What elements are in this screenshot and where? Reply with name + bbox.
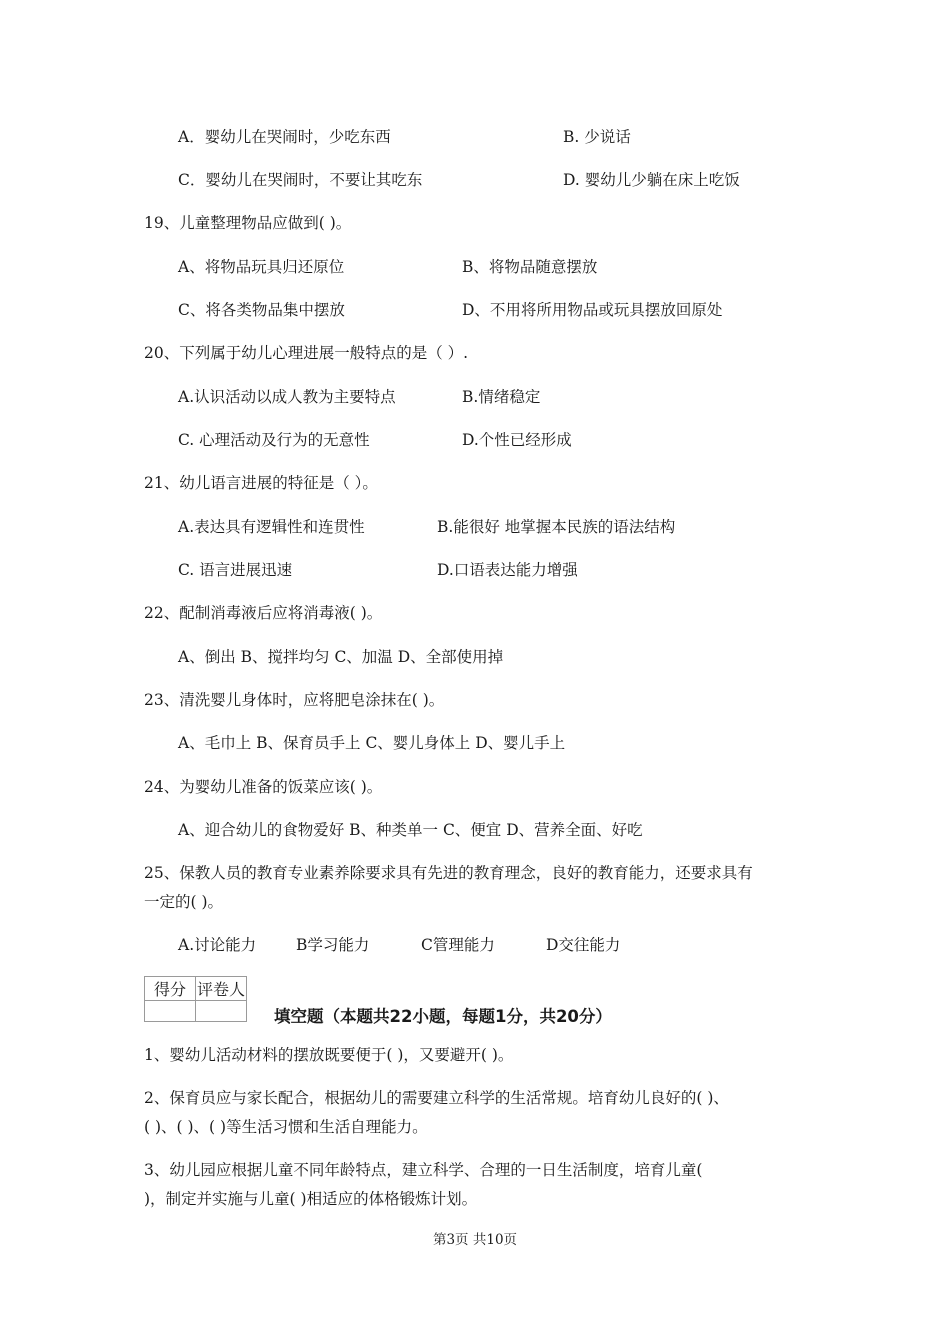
q19-option-b: B、将物品随意摆放 xyxy=(462,258,598,276)
score-cell xyxy=(145,1001,196,1022)
q19-option-d: D、不用将所用物品或玩具摆放回原处 xyxy=(462,301,723,319)
q18-option-a: A．婴幼儿在哭闹时，少吃东西 xyxy=(178,128,391,146)
q23-options: A、毛巾上 B、保育员手上 C、婴儿身体上 D、婴儿手上 xyxy=(178,734,566,752)
fill-q2-line2: ( )、( )、( )等生活习惯和生活自理能力。 xyxy=(144,1118,428,1136)
q20-option-b: B.情绪稳定 xyxy=(462,388,541,406)
q21-option-d: D.口语表达能力增强 xyxy=(437,561,578,579)
q25-text-line2: 一定的( )。 xyxy=(144,893,224,911)
section-title: 填空题（本题共22小题，每题1分，共20分） xyxy=(274,1007,612,1026)
q21-option-b: B.能很好 地掌握本民族的语法结构 xyxy=(437,518,676,536)
q20-option-a: A.认识活动以成人教为主要特点 xyxy=(178,388,396,406)
q21-option-c: C. 语言进展迅速 xyxy=(178,561,293,579)
q25-option-a: A.讨论能力 xyxy=(178,936,257,954)
score-table xyxy=(144,976,247,1022)
q25-option-b: B学习能力 xyxy=(296,936,370,954)
q20-option-d: D.个性已经形成 xyxy=(462,431,572,449)
fill-q2-line1: 2、保育员应与家长配合，根据幼儿的需要建立科学的生活常规。培育幼儿良好的( )、 xyxy=(144,1089,729,1107)
q18-option-b: B. 少说话 xyxy=(563,128,631,146)
q21-option-a: A.表达具有逻辑性和连贯性 xyxy=(178,518,365,536)
q18-option-d: D. 婴幼儿少躺在床上吃饭 xyxy=(563,171,740,189)
q19-option-a: A、将物品玩具归还原位 xyxy=(178,258,345,276)
q24-options: A、迎合幼儿的食物爱好 B、种类单一 C、便宜 D、营养全面、好吃 xyxy=(178,821,643,839)
q24-text: 24、为婴幼儿准备的饭菜应该( )。 xyxy=(144,778,383,796)
q22-text: 22、配制消毒液后应将消毒液( )。 xyxy=(144,604,383,622)
q25-text-line1: 25、保教人员的教育专业素养除要求具有先进的教育理念，良好的教育能力，还要求具有 xyxy=(144,864,753,882)
q22-options: A、倒出 B、搅拌均匀 C、加温 D、全部使用掉 xyxy=(178,648,504,666)
q21-text: 21、幼儿语言进展的特征是（ ）。 xyxy=(144,474,378,492)
q25-option-c: C管理能力 xyxy=(421,936,495,954)
q20-text: 20、下列属于幼儿心理进展一般特点的是（ ）. xyxy=(144,344,469,362)
q19-text: 19、儿童整理物品应做到( )。 xyxy=(144,214,352,232)
q19-option-c: C、将各类物品集中摆放 xyxy=(178,301,345,319)
grader-label: 评卷人 xyxy=(196,977,247,1001)
fill-q3-line1: 3、幼儿园应根据儿童不同年龄特点，建立科学、合理的一日生活制度，培育儿童( xyxy=(144,1161,703,1179)
q25-option-d: D交往能力 xyxy=(546,936,621,954)
page-footer: 第3页 共10页 xyxy=(432,1232,518,1248)
q18-option-c: C．婴幼儿在哭闹时，不要让其吃东 xyxy=(178,171,423,189)
fill-q1: 1、婴幼儿活动材料的摆放既要便于( )，又要避开( )。 xyxy=(144,1046,514,1064)
fill-q3-line2: )，制定并实施与儿童( )相适应的体格锻炼计划。 xyxy=(144,1190,478,1208)
q20-option-c: C. 心理活动及行为的无意性 xyxy=(178,431,370,449)
score-label: 得分 xyxy=(145,977,196,1001)
grader-cell xyxy=(196,1001,247,1022)
q23-text: 23、清洗婴儿身体时，应将肥皂涂抹在( )。 xyxy=(144,691,445,709)
